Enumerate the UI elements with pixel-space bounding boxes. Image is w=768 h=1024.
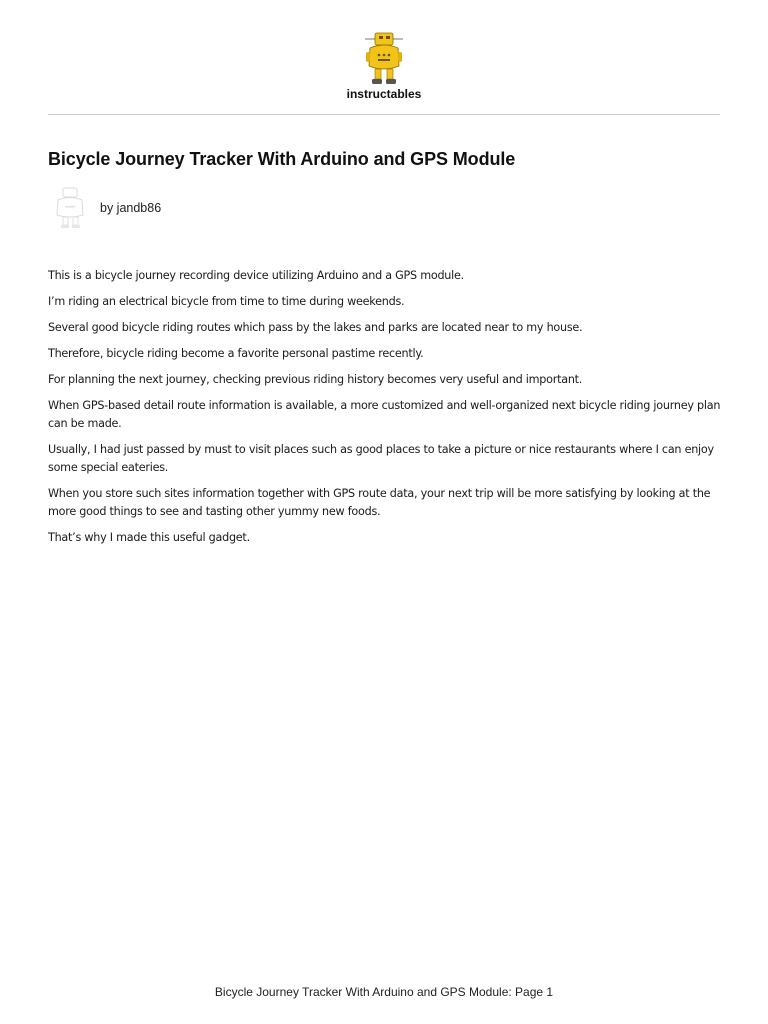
page-header	[0, 0, 768, 116]
header-divider	[48, 114, 720, 115]
page-footer: Bicycle Journey Tracker With Arduino and GPS Module: Page 1	[214, 985, 554, 999]
paragraph: When GPS-based detail route information is available, a more customized and well-organized next bicycle riding journey plan can be made.	[48, 399, 721, 430]
paragraph: Several good bicycle riding routes which pass by the lakes and parks are located near to my house.	[48, 321, 583, 334]
paragraph: When you store such sites information together with GPS route data, your next trip will be more satisfying by looking at the more good things to see and tasting other yummy new foods.	[48, 487, 711, 518]
paragraph: That’s why I made this useful gadget.	[48, 531, 250, 544]
instructables-robot-icon	[361, 30, 407, 86]
paragraph: This is a bicycle journey recording device utilizing Arduino and a GPS module.	[48, 269, 464, 282]
paragraph: For planning the next journey, checking previous riding history becomes very useful and important.	[48, 373, 583, 386]
paragraph: Therefore, bicycle riding become a favorite personal pastime recently.	[48, 347, 424, 360]
author-byline: by jandb86	[100, 201, 162, 215]
paragraph: Usually, I had just passed by must to visit places such as good places to take a picture or nice restaurants where I can enjoy some special eateries.	[48, 443, 714, 474]
paragraph: I’m riding an electrical bicycle from time to time during weekends.	[48, 295, 405, 308]
article-body	[48, 267, 728, 555]
article-title: Bicycle Journey Tracker With Arduino and GPS Module	[48, 149, 516, 169]
robot-avatar-icon	[52, 186, 88, 230]
brand-name: instructables	[346, 87, 422, 101]
